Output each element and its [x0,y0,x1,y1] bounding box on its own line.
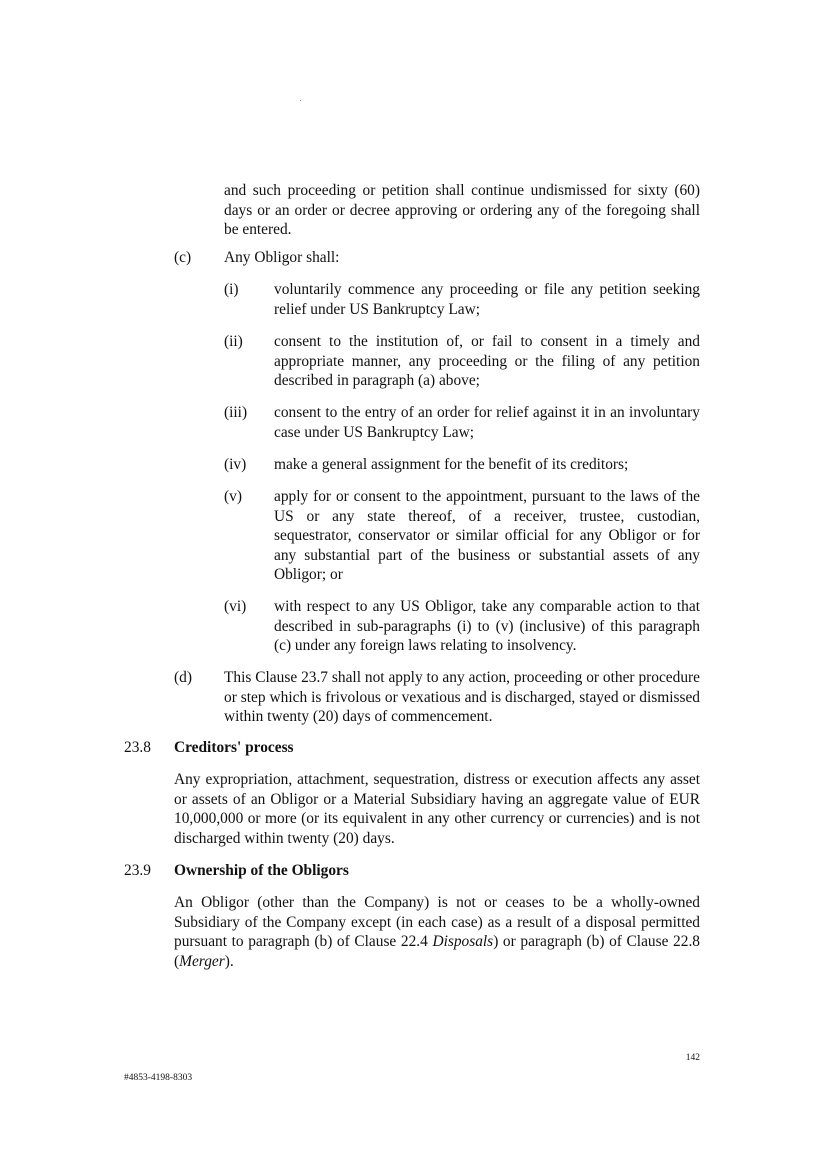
item-i-label: (i) [224,281,239,298]
para-c-label: (c) [174,249,192,266]
para-c-intro: Any Obligor shall: [224,249,340,266]
clause-23-9-body-part-2: ) or paragraph (b) of Clause 22.8 ( [174,933,700,970]
document-reference: #4853-4198-8303 [124,1073,193,1083]
clause-23-8-body: Any expropriation, attachment, sequestration, distress or execution affects any asset or assets of an Obligor or a Material Subsidiary having an aggregate value of EUR 10,000,000 or more (or its equivalent in any other currency or currencies) and is not discharged within twenty (20) days. [174,771,700,847]
continuation-paragraph: and such proceeding or petition shall continue undismissed for sixty (60) days or an order or decree approving or ordering any of the foregoing shall be entered. [224,182,700,239]
item-ii-label: (ii) [224,333,243,350]
item-v-label: (v) [224,488,242,505]
item-iii-text: consent to the entry of an order for relief against it in an involuntary case under US Bankruptcy Law; [274,404,700,441]
clause-23-8-heading: Creditors' process [174,739,294,756]
item-i-text: voluntarily commence any proceeding or file any petition seeking relief under US Bankruptcy Law; [274,281,700,318]
clause-23-9-number: 23.9 [124,862,151,879]
para-d-text: This Clause 23.7 shall not apply to any action, proceeding or other procedure or step which is frivolous or vexatious and is discharged, stayed or dismissed within twenty (20) days of commencement. [224,669,700,726]
stray-mark [300,100,301,101]
clause-23-9-body [174,893,700,971]
item-vi-label: (vi) [224,598,247,615]
clause-23-9-heading: Ownership of the Obligors [174,862,349,879]
page-number: 142 [685,1053,700,1063]
para-d-label: (d) [174,669,192,686]
item-v-text: apply for or consent to the appointment, pursuant to the laws of the US or any state thereof, of a receiver, trustee, custodian, sequestrator, conservator or similar official for any Obligor or for any substantial part of the business or substantial assets of any Obligor; or [274,488,700,584]
clause-23-9-body-part-1: An Obligor (other than the Company) is not or ceases to be a wholly-owned Subsidiary of the Company except (in each case) as a result of a disposal permitted pursuant to paragraph (b) of Clause 22.4 [174,894,700,951]
item-iii-label: (iii) [224,404,248,421]
clause-23-9-body-part-3: ). [224,952,234,970]
item-ii-text: consent to the institution of, or fail to consent in a timely and appropriate manner, any proceeding or the filing of any petition described in paragraph (a) above; [274,333,700,390]
item-iv-label: (iv) [224,456,247,473]
item-iv-text: make a general assignment for the benefit of its creditors; [274,456,629,473]
clause-23-8-number: 23.8 [124,739,151,756]
clause-23-9-italic-disposals: Disposals [432,933,494,951]
item-vi-text: with respect to any US Obligor, take any comparable action to that described in sub-paragraphs (i) to (v) (inclusive) of this paragraph (c) under any foreign laws relating to insolvency. [274,598,700,655]
clause-23-9-italic-merger: Merger [179,952,225,970]
